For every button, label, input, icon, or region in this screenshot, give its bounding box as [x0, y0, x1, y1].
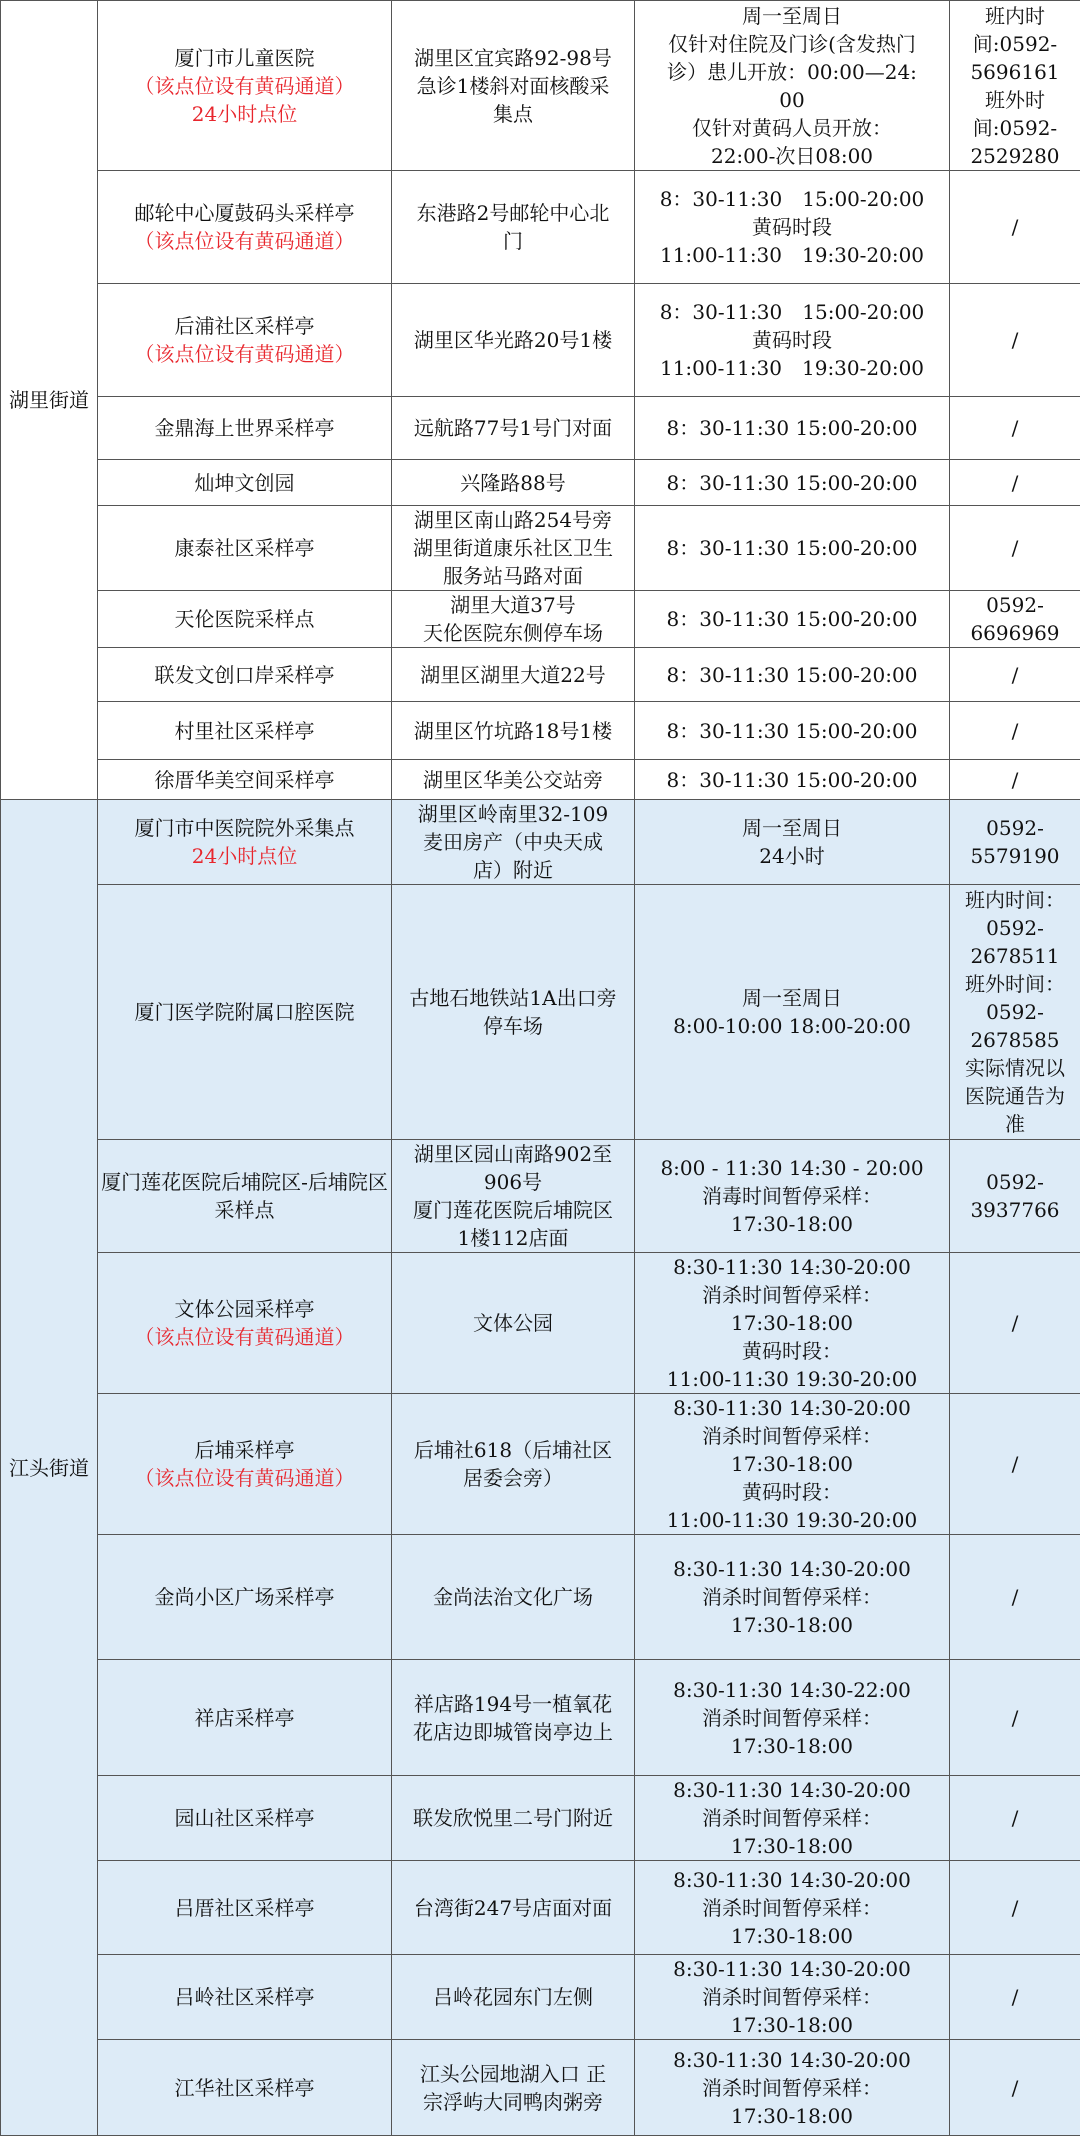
table-row — [1, 460, 1080, 506]
phone-cell — [950, 2040, 1080, 2136]
table-row — [1, 1660, 1080, 1776]
text-line: 门 — [503, 229, 523, 253]
phone-cell — [950, 1660, 1080, 1776]
text-line: 17:30-18:00 — [730, 1212, 854, 1236]
hours-cell — [635, 1253, 950, 1394]
address-cell — [392, 800, 635, 885]
phone-cell — [950, 284, 1080, 397]
text-line: 0592- — [986, 916, 1044, 940]
site-name: 吕岭社区采样亭 — [174, 1985, 315, 2009]
hours-cell — [635, 885, 950, 1140]
site-name-cell — [98, 1776, 392, 1861]
hours-cell — [635, 1, 950, 171]
text-line: 消杀时间暂停采样： — [702, 1424, 882, 1448]
phone-cell — [950, 397, 1080, 460]
site-name-cell — [98, 1140, 392, 1253]
text-line: 远航路77号1号门对面 — [413, 416, 613, 440]
text-line: 班内时间： — [965, 888, 1065, 912]
table-row — [1, 800, 1080, 885]
text-line: 8:30-11:30 14:30-20:00 — [673, 1255, 911, 1279]
text-line: 17:30-18:00 — [730, 1613, 854, 1637]
table-row — [1, 1140, 1080, 1253]
phone-cell — [950, 702, 1080, 760]
text-line: 0592- — [986, 1000, 1044, 1024]
hours-cell — [635, 284, 950, 397]
text-line: 8：30-11:30 15:00-20:00 — [666, 767, 918, 792]
table-row — [1, 506, 1080, 591]
text-line: 间:0592- — [972, 115, 1058, 140]
site-name-cell — [98, 760, 392, 800]
site-name: 吕厝社区采样亭 — [174, 1895, 315, 1920]
site-name-cell — [98, 506, 392, 591]
table-row — [1, 1394, 1080, 1535]
hours-cell — [635, 2040, 950, 2136]
site-name: 文体公园采样亭 — [174, 1297, 315, 1321]
text-line: / — [1011, 1311, 1019, 1335]
text-line: 吕岭花园东门左侧 — [433, 1985, 593, 2009]
hours-cell — [635, 800, 950, 885]
address-cell — [392, 648, 635, 702]
phone-cell — [950, 1776, 1080, 1861]
text-line: 文体公园 — [473, 1311, 553, 1335]
table-row — [1, 171, 1080, 284]
text-line: 11:00-11:30 19:30-20:00 — [659, 243, 925, 267]
text-line: 消杀时间暂停采样： — [702, 1585, 882, 1609]
text-line: 班内时 — [985, 3, 1045, 28]
table-row — [1, 1861, 1080, 1955]
text-line: 湖里区园山南路902至 — [413, 1142, 613, 1166]
table-row — [1, 1253, 1080, 1394]
text-line: 0592- — [986, 816, 1044, 840]
address-cell — [392, 1776, 635, 1861]
text-line: 17:30-18:00 — [730, 2013, 854, 2037]
text-line: 厦门莲花医院后埔院区 — [413, 1198, 613, 1222]
text-line: 医院通告为 — [965, 1084, 1065, 1108]
text-line: / — [1011, 1985, 1019, 2009]
table-row — [1, 2040, 1080, 2136]
text-line: 兴隆路88号 — [460, 470, 566, 495]
phone-cell — [950, 1535, 1080, 1660]
text-line: / — [1011, 1705, 1019, 1730]
hours-cell — [635, 1955, 950, 2040]
site-name: 天伦医院采样点 — [174, 607, 315, 631]
text-line: 8：30-11:30 15:00-20:00 — [666, 607, 918, 631]
text-line: 湖里区宜宾路92-98号 — [414, 45, 612, 70]
street-cell: 江头街道 — [1, 800, 98, 2136]
text-line: 东港路2号邮轮中心北 — [416, 201, 610, 225]
text-line: 间:0592- — [972, 31, 1058, 56]
text-line: / — [1011, 328, 1019, 352]
site-name-cell — [98, 397, 392, 460]
highlight-note: 24小时点位 — [191, 101, 298, 126]
text-line: 3937766 — [970, 1198, 1060, 1222]
site-name-cell — [98, 1394, 392, 1535]
text-line: 17:30-18:00 — [730, 1311, 854, 1335]
text-line: 黄码时段： — [742, 1339, 842, 1363]
address-cell — [392, 760, 635, 800]
text-line: 湖里区竹坑路18号1楼 — [413, 718, 613, 743]
address-cell — [392, 591, 635, 648]
text-line: 8:00-10:00 18:00-20:00 — [673, 1014, 911, 1038]
table-body — [1, 1, 1080, 2136]
site-name-cell — [98, 648, 392, 702]
hours-cell — [635, 1776, 950, 1861]
text-line: 湖里区岭南里32-109 — [417, 802, 609, 826]
text-line: 消杀时间暂停采样： — [702, 1985, 882, 2009]
text-line: 周一至周日 — [742, 816, 842, 840]
site-name-cell — [98, 885, 392, 1140]
address-cell — [392, 1253, 635, 1394]
site-name: 邮轮中心厦鼓码头采样亭 — [134, 201, 355, 225]
phone-cell — [950, 1861, 1080, 1955]
address-cell — [392, 1535, 635, 1660]
site-name: 康泰社区采样亭 — [174, 536, 315, 560]
text-line: 8：30-11:30 15:00-20:00 — [666, 718, 918, 743]
text-line: 江头公园地湖入口 正 — [419, 2061, 607, 2086]
site-name: 厦门医学院附属口腔医院 — [134, 1000, 355, 1024]
text-line: 消杀时间暂停采样： — [702, 2075, 882, 2100]
address-cell — [392, 1140, 635, 1253]
phone-cell — [950, 591, 1080, 648]
text-line: 居委会旁） — [463, 1466, 563, 1490]
text-line: 8：30-11:30 15:00-20:00 — [659, 187, 925, 211]
text-line: 8:30-11:30 14:30-20:00 — [673, 2047, 911, 2072]
hours-cell — [635, 1535, 950, 1660]
table-row — [1, 760, 1080, 800]
table-row — [1, 1955, 1080, 2040]
text-line: 8:30-11:30 14:30-22:00 — [673, 1677, 911, 1702]
text-line: 台湾街247号店面对面 — [413, 1895, 613, 1920]
text-line: 黄码时段 — [752, 215, 832, 239]
site-name: 江华社区采样亭 — [174, 2075, 315, 2100]
text-line: 天伦医院东侧停车场 — [423, 621, 603, 645]
site-name-cell — [98, 1660, 392, 1776]
text-line: 2678511 — [970, 944, 1060, 968]
text-line: 班外时间： — [965, 972, 1065, 996]
phone-cell — [950, 760, 1080, 800]
text-line: 17:30-18:00 — [730, 1452, 854, 1476]
text-line: 后埔社618（后埔社区 — [413, 1438, 613, 1462]
hours-cell — [635, 397, 950, 460]
hours-cell — [635, 702, 950, 760]
text-line: 湖里大道37号 — [450, 593, 576, 617]
text-line: 8：30-11:30 15:00-20:00 — [659, 300, 925, 324]
table-row — [1, 591, 1080, 648]
text-line: 消杀时间暂停采样： — [702, 1806, 882, 1830]
hours-cell — [635, 760, 950, 800]
site-name: 祥店采样亭 — [194, 1705, 295, 1730]
text-line: / — [1011, 1585, 1019, 1609]
text-line: 8:30-11:30 14:30-20:00 — [673, 1957, 911, 1981]
hours-cell — [635, 506, 950, 591]
text-line: 24小时 — [759, 844, 825, 868]
text-line: / — [1011, 470, 1019, 495]
address-cell — [392, 1861, 635, 1955]
site-name: 厦门市中医院院外采集点 — [134, 816, 355, 840]
text-line: 8:30-11:30 14:30-20:00 — [673, 1867, 911, 1892]
table-row — [1, 885, 1080, 1140]
text-line: / — [1011, 416, 1019, 440]
phone-cell — [950, 171, 1080, 284]
text-line: 17:30-18:00 — [730, 1923, 854, 1948]
phone-cell — [950, 460, 1080, 506]
phone-cell — [950, 1140, 1080, 1253]
text-line: 8：30-11:30 15:00-20:00 — [666, 662, 918, 687]
site-name-cell — [98, 1253, 392, 1394]
text-line: 1楼112店面 — [457, 1226, 569, 1250]
text-line: 班外时 — [985, 87, 1045, 112]
site-name: 徐厝华美空间采样亭 — [154, 767, 335, 792]
text-line: 准 — [1005, 1112, 1025, 1136]
site-name: 金鼎海上世界采样亭 — [154, 416, 335, 440]
site-name-cell — [98, 800, 392, 885]
site-name-cell — [98, 1861, 392, 1955]
text-line: 店）附近 — [473, 858, 553, 882]
site-name-cell — [98, 591, 392, 648]
text-line: / — [1011, 1452, 1019, 1476]
text-line: 5696161 — [970, 59, 1060, 84]
table-row — [1, 1776, 1080, 1861]
text-line: 8:30-11:30 14:30-20:00 — [673, 1396, 911, 1420]
site-name: 后埔采样亭 — [194, 1438, 295, 1462]
text-line: 湖里区湖里大道22号 — [420, 662, 606, 687]
text-line: / — [1011, 1806, 1019, 1830]
text-line: 8:30-11:30 14:30-20:00 — [673, 1778, 911, 1802]
highlight-note: 24小时点位 — [191, 844, 298, 868]
street-cell: 湖里街道 — [1, 1, 98, 800]
text-line: 8：30-11:30 15:00-20:00 — [666, 470, 918, 495]
highlight-note: （该点位设有黄码通道） — [134, 229, 355, 253]
address-cell — [392, 1955, 635, 2040]
text-line: 6696969 — [970, 621, 1060, 645]
text-line: / — [1011, 718, 1019, 743]
text-line: 古地石地铁站1A出口旁 — [409, 986, 617, 1010]
text-line: 宗浮屿大同鸭肉粥旁 — [423, 2089, 603, 2114]
table-row — [1, 284, 1080, 397]
table-row — [1, 702, 1080, 760]
site-name: 灿坤文创园 — [194, 470, 295, 495]
text-line: 11:00-11:30 19:30-20:00 — [666, 1508, 918, 1532]
text-line: 消杀时间暂停采样： — [702, 1895, 882, 1920]
text-line: 湖里区华光路20号1楼 — [413, 328, 613, 352]
address-cell — [392, 885, 635, 1140]
text-line: 湖里区南山路254号旁 — [413, 508, 613, 532]
text-line: 8:00 - 11:30 14:30 - 20:00 — [660, 1156, 924, 1180]
text-line: 服务站马路对面 — [443, 564, 583, 588]
text-line: 0592- — [986, 593, 1044, 617]
hours-cell — [635, 171, 950, 284]
text-line: / — [1011, 536, 1019, 560]
text-line: 诊）患儿开放：00:00—24: — [667, 59, 917, 84]
address-cell — [392, 1, 635, 171]
text-line: 周一至周日 — [742, 986, 842, 1010]
text-line: 00 — [779, 87, 805, 112]
text-line: 周一至周日 — [742, 3, 842, 28]
site-name: 后浦社区采样亭 — [174, 314, 315, 338]
hours-cell — [635, 1140, 950, 1253]
text-line: 花店边即城管岗亭边上 — [413, 1719, 613, 1744]
text-line: 仅针对黄码人员开放： — [692, 115, 892, 140]
address-cell — [392, 397, 635, 460]
text-line: 湖里区华美公交站旁 — [423, 767, 603, 792]
text-line: 联发欣悦里二号门附近 — [413, 1806, 613, 1830]
text-line: 消杀时间暂停采样： — [702, 1705, 882, 1730]
phone-cell — [950, 800, 1080, 885]
text-line: 2529280 — [970, 143, 1060, 168]
site-name: 村里社区采样亭 — [174, 718, 315, 743]
highlight-note: （该点位设有黄码通道） — [134, 1466, 355, 1490]
site-name-cell — [98, 1535, 392, 1660]
text-line: 17:30-18:00 — [730, 2103, 854, 2128]
text-line: 17:30-18:00 — [730, 1733, 854, 1758]
text-line: 906号 — [483, 1170, 543, 1194]
text-line: 2678585 — [970, 1028, 1060, 1052]
text-line: 祥店路194号一植氧花 — [413, 1691, 613, 1716]
text-line: / — [1011, 215, 1019, 239]
address-cell — [392, 1394, 635, 1535]
site-name: 厦门市儿童医院 — [174, 45, 315, 70]
highlight-note: （该点位设有黄码通道） — [134, 1325, 355, 1349]
table-row — [1, 1535, 1080, 1660]
text-line: 金尚法治文化广场 — [433, 1585, 593, 1609]
text-line: 22:00-次日08:00 — [710, 143, 874, 168]
text-line: 黄码时段： — [742, 1480, 842, 1504]
text-line: 5579190 — [970, 844, 1060, 868]
hours-cell — [635, 1660, 950, 1776]
text-line: 8:30-11:30 14:30-20:00 — [673, 1557, 911, 1581]
phone-cell — [950, 648, 1080, 702]
text-line: 黄码时段 — [752, 328, 832, 352]
site-name: 金尚小区广场采样亭 — [154, 1585, 335, 1609]
site-name-cell — [98, 171, 392, 284]
phone-cell — [950, 885, 1080, 1140]
text-line: / — [1011, 1895, 1019, 1920]
text-line: 集点 — [493, 101, 533, 126]
phone-cell — [950, 1253, 1080, 1394]
address-cell — [392, 506, 635, 591]
text-line: 麦田房产（中央天成 — [423, 830, 603, 854]
hours-cell — [635, 648, 950, 702]
table-row — [1, 648, 1080, 702]
text-line: 8：30-11:30 15:00-20:00 — [666, 416, 918, 440]
site-name-cell — [98, 1955, 392, 2040]
hours-cell — [635, 1861, 950, 1955]
text-line: 11:00-11:30 19:30-20:00 — [666, 1367, 918, 1391]
hours-cell — [635, 1394, 950, 1535]
highlight-note: （该点位设有黄码通道） — [134, 73, 355, 98]
text-line: 消杀时间暂停采样： — [702, 1283, 882, 1307]
text-line: 消毒时间暂停采样： — [702, 1184, 882, 1208]
table-row — [1, 397, 1080, 460]
hours-cell — [635, 460, 950, 506]
text-line: 8：30-11:30 15:00-20:00 — [666, 536, 918, 560]
text-line: 仅针对住院及门诊(含发热门 — [668, 31, 916, 56]
site-name-cell — [98, 702, 392, 760]
text-line: / — [1011, 2075, 1019, 2100]
address-cell — [392, 2040, 635, 2136]
table-row — [1, 1, 1080, 171]
text-line: 湖里街道康乐社区卫生 — [413, 536, 613, 560]
site-name: 厦门莲花医院后埔院区-后埔院区采样点 — [101, 1170, 388, 1222]
site-name-cell — [98, 460, 392, 506]
text-line: 停车场 — [483, 1014, 543, 1038]
address-cell — [392, 460, 635, 506]
site-name: 联发文创口岸采样亭 — [154, 662, 335, 687]
site-name: 园山社区采样亭 — [174, 1806, 315, 1830]
address-cell — [392, 171, 635, 284]
site-name-cell — [98, 2040, 392, 2136]
address-cell — [392, 1660, 635, 1776]
text-line: 11:00-11:30 19:30-20:00 — [659, 356, 925, 380]
phone-cell — [950, 506, 1080, 591]
text-line: / — [1011, 662, 1019, 687]
phone-cell — [950, 1955, 1080, 2040]
text-line: 17:30-18:00 — [730, 1834, 854, 1858]
highlight-note: （该点位设有黄码通道） — [134, 342, 355, 366]
hours-cell — [635, 591, 950, 648]
text-line: / — [1011, 767, 1019, 792]
site-name-cell — [98, 1, 392, 171]
site-name-cell — [98, 284, 392, 397]
phone-cell — [950, 1394, 1080, 1535]
address-cell — [392, 284, 635, 397]
text-line: 急诊1楼斜对面核酸采 — [416, 73, 610, 98]
text-line: 实际情况以 — [965, 1056, 1065, 1080]
phone-cell — [950, 1, 1080, 171]
address-cell — [392, 702, 635, 760]
text-line: 0592- — [986, 1170, 1044, 1194]
